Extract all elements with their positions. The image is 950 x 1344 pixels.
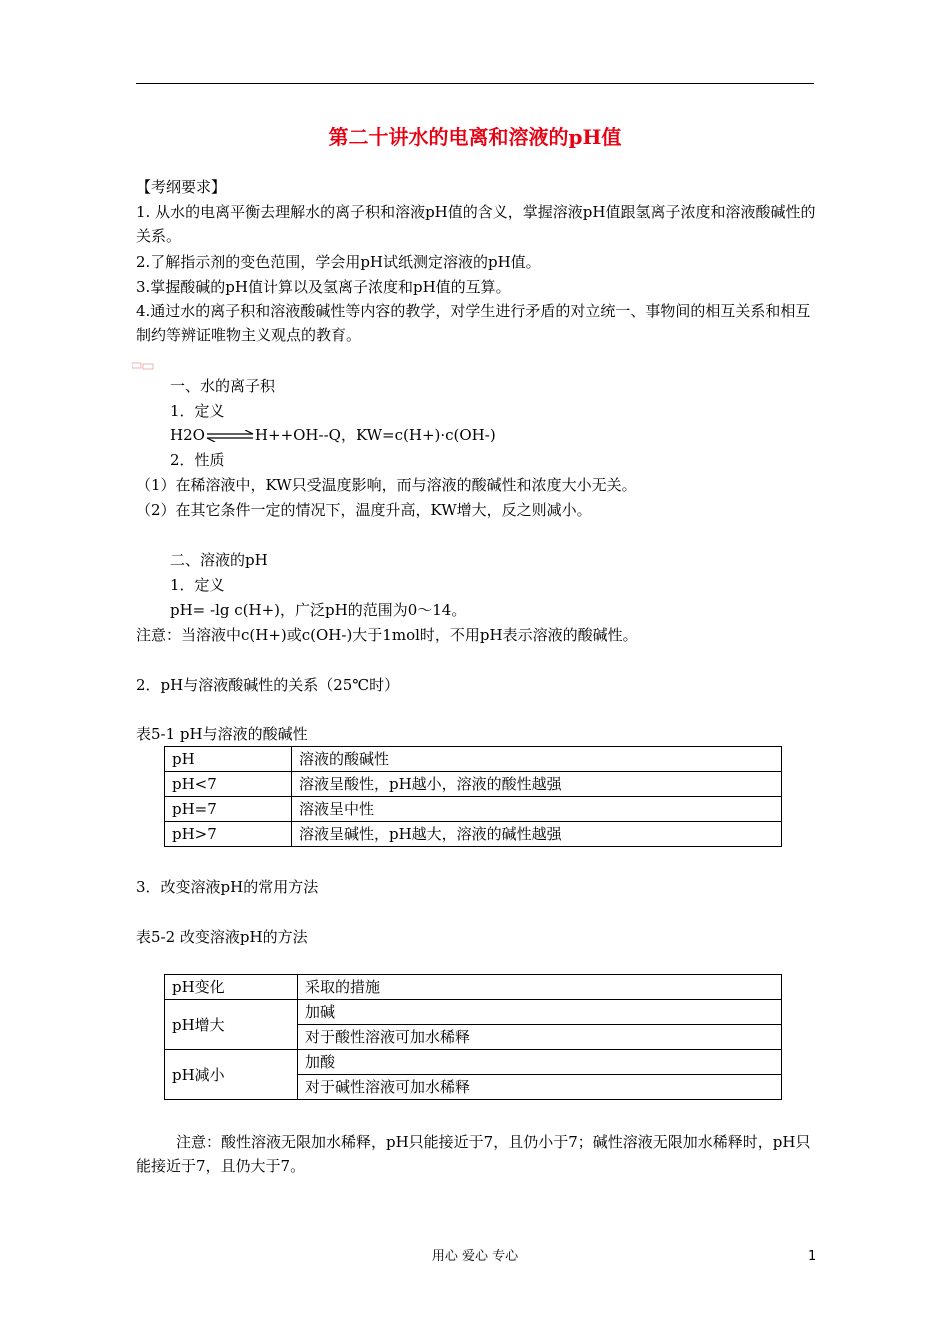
- table-row: [165, 797, 782, 822]
- table1-caption: 表5-1 pH与溶液的酸碱性: [136, 725, 308, 743]
- equation-right: H++OH--Q，KW=c(H+)·c(OH-): [254, 426, 496, 444]
- table-row: [165, 747, 782, 772]
- requirements-heading: 【考纲要求】: [136, 178, 227, 196]
- header-rule: [136, 83, 814, 84]
- property-1: （1）在稀溶液中，KW只受温度影响，而与溶液的酸碱性和浓度大小无关。: [136, 476, 637, 494]
- footer-text: 用心 爱心 专心: [431, 1249, 519, 1264]
- table-cell: 加酸: [298, 1050, 782, 1075]
- table-row: [165, 975, 782, 1000]
- section1-definition-label: 1．定义: [170, 402, 225, 420]
- ph-change-methods-table: [164, 974, 782, 1100]
- small-stamp-mark: [132, 362, 154, 370]
- table-cell: pH变化: [165, 975, 298, 1000]
- section3-heading: 3．改变溶液pH的常用方法: [136, 878, 319, 896]
- page-title: 第二十讲水的电离和溶液的pH值: [328, 125, 622, 149]
- ph-relation-heading: 2．pH与溶液酸碱性的关系（25℃时）: [136, 676, 400, 694]
- table-cell: 溶液呈中性: [292, 797, 782, 822]
- requirement-item-4: 4.通过水的离子积和溶液酸碱性等内容的教学，对学生进行矛盾的对立统一、事物间的相互关系和相互制约等辨证唯物主义观点的教育。: [136, 302, 811, 344]
- table2-caption: 表5-2 改变溶液pH的方法: [136, 928, 308, 946]
- section2-heading: 二、溶液的pH: [170, 551, 268, 569]
- table-row: [165, 772, 782, 797]
- ionization-equation: [170, 425, 496, 445]
- requirement-item-2: 2.了解指示剂的变色范围，学会用pH试纸测定溶液的pH值。: [136, 253, 541, 271]
- table-cell: pH增大: [165, 1000, 298, 1050]
- table-cell: 溶液呈酸性，pH越小，溶液的酸性越强: [292, 772, 782, 797]
- table-cell: 采取的措施: [298, 975, 782, 1000]
- table-cell: 对于酸性溶液可加水稀释: [298, 1025, 782, 1050]
- table-cell: 加碱: [298, 1000, 782, 1025]
- table-cell: 溶液呈碱性，pH越大，溶液的碱性越强: [292, 822, 782, 847]
- requirement-item-1: 1. 从水的电离平衡去理解水的离子积和溶液pH值的含义，掌握溶液pH值跟氢离子浓度和溶液酸碱性的关系。: [136, 203, 816, 245]
- table-row: [165, 1000, 782, 1025]
- ph-note: 注意：当溶液中c(H+)或c(OH-)大于1mol时，不用pH表示溶液的酸碱性。: [136, 626, 638, 644]
- table-cell: pH: [165, 747, 292, 772]
- table-cell: pH>7: [165, 822, 292, 847]
- page-number: 1: [808, 1249, 817, 1264]
- table-cell: pH=7: [165, 797, 292, 822]
- table-cell: pH减小: [165, 1050, 298, 1100]
- table-cell: 溶液的酸碱性: [292, 747, 782, 772]
- ph-acidity-table: [164, 746, 782, 847]
- table-cell: pH<7: [165, 772, 292, 797]
- table-row: [165, 822, 782, 847]
- section1-property-label: 2．性质: [170, 451, 225, 469]
- section2-definition-label: 1．定义: [170, 576, 225, 594]
- equation-left: H2O: [170, 426, 205, 444]
- ph-formula: pH= -lg c(H+)，广泛pH的范围为0～14。: [170, 601, 467, 619]
- final-note: 注意：酸性溶液无限加水稀释，pH只能接近于7，且仍小于7；碱性溶液无限加水稀释时，pH只能接近于7，且仍大于7。: [136, 1133, 811, 1175]
- property-2: （2）在其它条件一定的情况下，温度升高，KW增大，反之则减小。: [136, 501, 592, 519]
- table-row: [165, 1050, 782, 1075]
- table-cell: 对于碱性溶液可加水稀释: [298, 1075, 782, 1100]
- equilibrium-arrow-icon: [205, 430, 255, 442]
- requirement-item-3: 3.掌握酸碱的pH值计算以及氢离子浓度和pH值的互算。: [136, 278, 511, 296]
- section1-heading: 一、水的离子积: [170, 377, 276, 395]
